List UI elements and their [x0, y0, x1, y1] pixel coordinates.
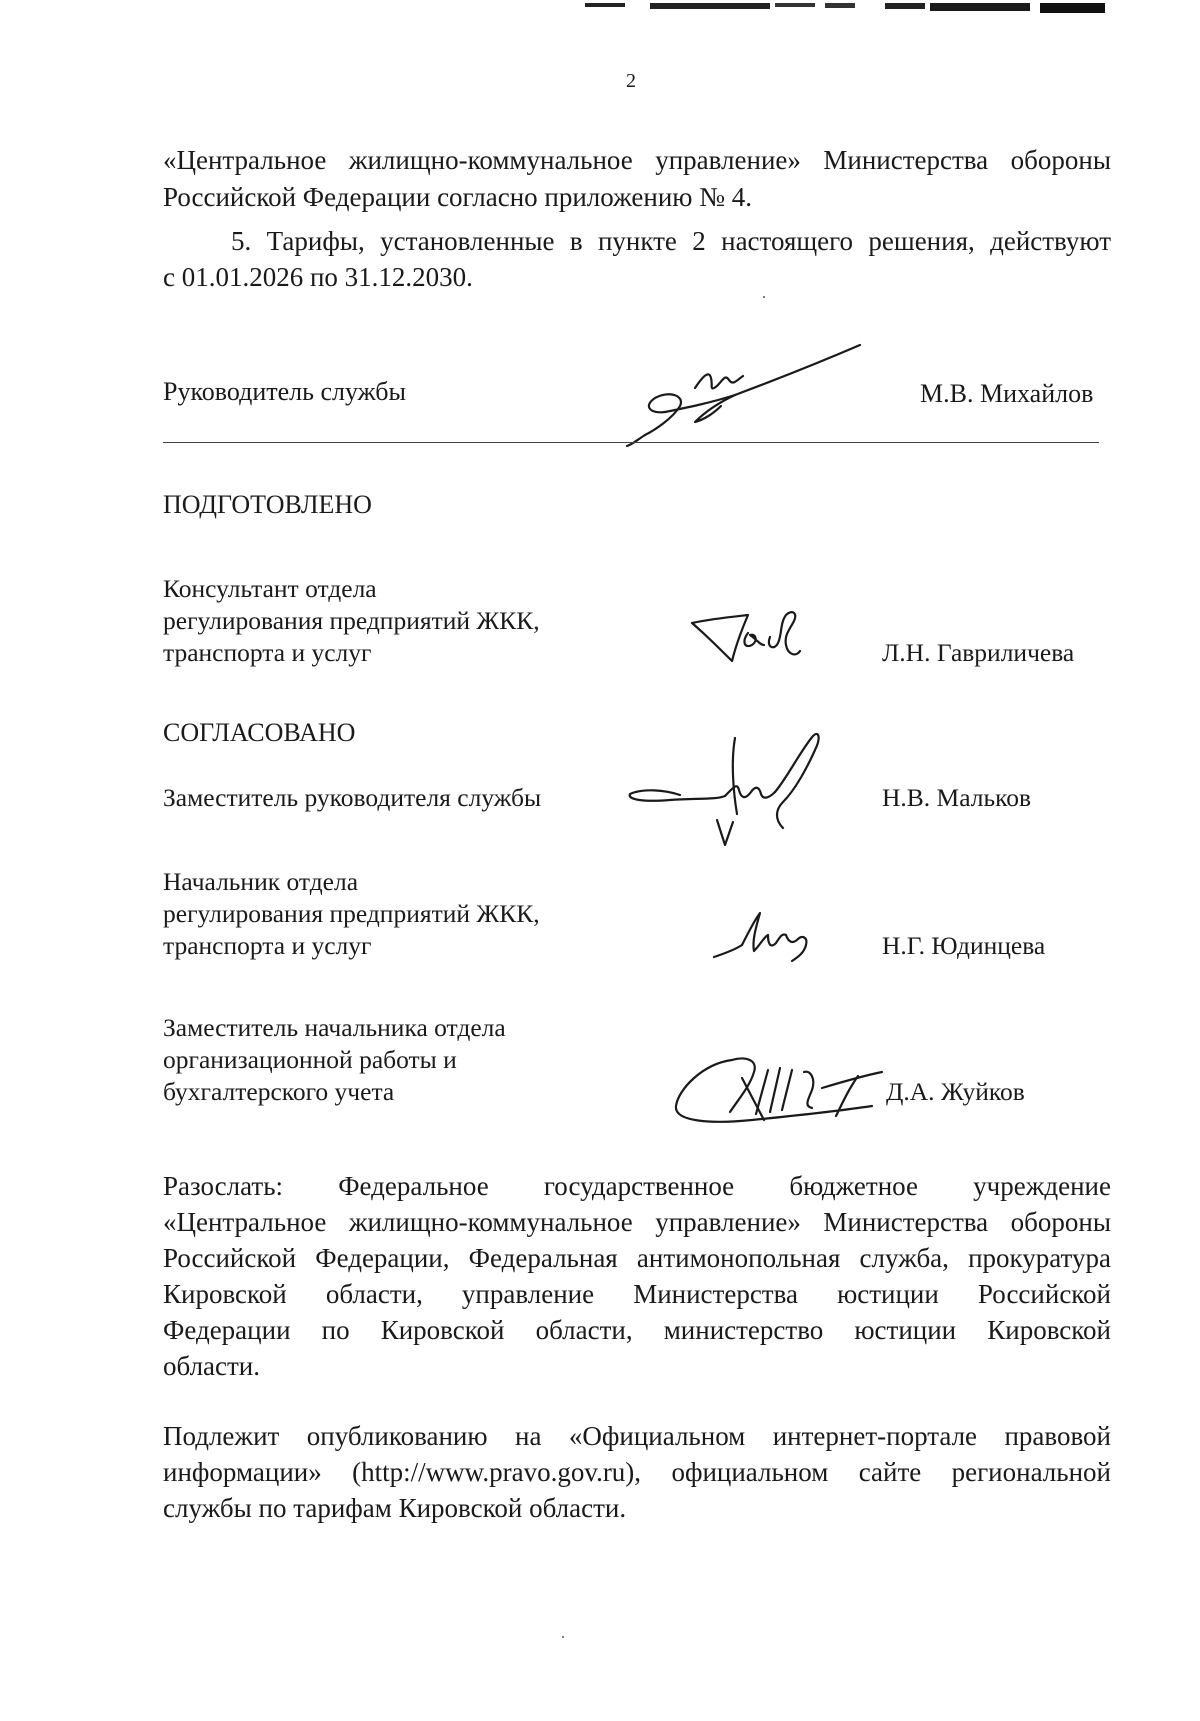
distribution-line-6: области.: [163, 1351, 261, 1381]
dept-head-position-line-1: Начальник отдела: [163, 867, 359, 896]
page-number: 2: [626, 70, 636, 92]
clause-5-line-2: с 01.01.2026 по 31.12.2030.: [163, 262, 473, 292]
distribution-line-2: «Центральное жилищно-коммунальное управление» Министерства обороны: [163, 1207, 1111, 1237]
intro-line-2: Российской Федерации согласно приложению № 4.: [163, 182, 752, 212]
head-signature: [625, 340, 885, 445]
distribution-line-4: Кировской области, управление Министерства юстиции Российской: [163, 1279, 1111, 1309]
agreed-heading: СОГЛАСОВАНО: [163, 718, 356, 747]
dept-head-signature: [712, 905, 817, 965]
publication-line-2: информации» (http://www.pravo.gov.ru), официальном сайте региональной: [163, 1457, 1111, 1487]
prepared-signature: [690, 605, 805, 670]
prepared-position-line-1: Консультант отдела: [163, 574, 377, 603]
deputy-dept-head-name: Д.А. Жуйков: [886, 1077, 1025, 1106]
dept-head-position-line-3: транспорта и услуг: [163, 931, 372, 960]
deputy-dept-head-position-line-2: организационной работы и: [163, 1045, 457, 1074]
deputy-dept-head-position-line-3: бухгалтерского учета: [163, 1077, 395, 1106]
deputy-dept-head-signature: [672, 1050, 887, 1130]
deputy-head-position: Заместитель руководителя службы: [163, 783, 542, 812]
distribution-line-5: Федерации по Кировской области, министерство юстиции Кировской: [163, 1315, 1111, 1345]
prepared-name: Л.Н. Гавриличева: [882, 638, 1075, 667]
publication-line-3: службы по тарифам Кировской области.: [163, 1493, 627, 1523]
intro-line-1: «Центральное жилищно-коммунальное управление» Министерства обороны: [163, 145, 1111, 175]
deputy-dept-head-position-line-1: Заместитель начальника отдела: [163, 1013, 506, 1042]
dept-head-position-line-2: регулирования предприятий ЖКК,: [163, 899, 540, 928]
scan-artifact: [585, 0, 1105, 10]
divider-line: [163, 442, 1099, 443]
distribution-line-3: Российской Федерации, Федеральная антимонопольная служба, прокуратура: [163, 1243, 1111, 1273]
deputy-head-name: Н.В. Мальков: [882, 783, 1032, 812]
distribution-line-1: Разослать: Федеральное государственное бюджетное учреждение: [163, 1171, 1111, 1201]
head-position: Руководитель службы: [163, 377, 406, 406]
clause-5-line-1: 5. Тарифы, установленные в пункте 2 настоящего решения, действуют: [231, 226, 1111, 256]
dept-head-name: Н.Г. Юдинцева: [882, 931, 1046, 960]
head-name: М.В. Михайлов: [920, 379, 1094, 408]
prepared-position-line-2: регулирования предприятий ЖКК,: [163, 606, 540, 635]
scan-speck: [763, 296, 765, 298]
prepared-heading: ПОДГОТОВЛЕНО: [163, 490, 372, 519]
deputy-head-signature: [625, 730, 870, 855]
prepared-position-line-3: транспорта и услуг: [163, 638, 372, 667]
publication-line-1: Подлежит опубликованию на «Официальном интернет-портале правовой: [163, 1421, 1111, 1451]
scan-speck: [562, 1636, 564, 1638]
